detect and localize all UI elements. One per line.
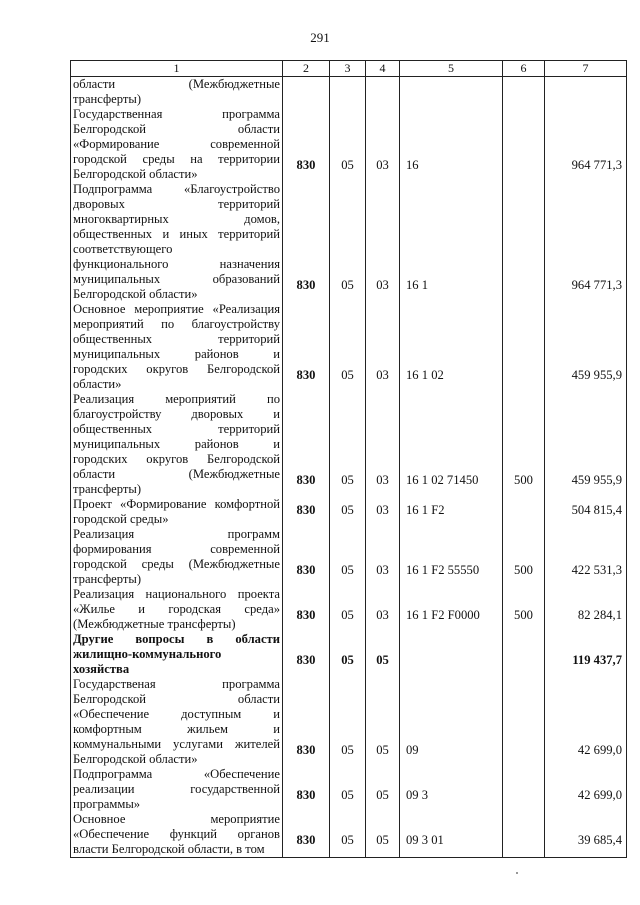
table-row bbox=[71, 677, 627, 767]
amount-cell: 42 699,0 bbox=[545, 767, 627, 812]
target-article-cell: 16 bbox=[400, 107, 503, 182]
column-header-6: 6 bbox=[503, 61, 545, 77]
row-name-cell bbox=[71, 182, 283, 302]
admin-code-cell: 830 bbox=[283, 767, 330, 812]
column-header-7: 7 bbox=[545, 61, 627, 77]
table-row bbox=[71, 812, 627, 858]
subsection-code-cell: 03 bbox=[366, 107, 400, 182]
expense-type-cell bbox=[503, 77, 545, 108]
subsection-code-cell: 05 bbox=[366, 767, 400, 812]
section-code-cell: 05 bbox=[330, 182, 366, 302]
row-name-line: «Обеспечение функций органов bbox=[73, 827, 280, 841]
table-row bbox=[71, 527, 627, 587]
table-body bbox=[71, 77, 627, 858]
subsection-code-cell: 05 bbox=[366, 632, 400, 677]
target-article-cell: 09 3 01 bbox=[400, 812, 503, 858]
row-name-line: соответствующего bbox=[73, 242, 173, 256]
row-name-line: коммунальными услугами жителей bbox=[73, 737, 280, 751]
amount-cell bbox=[545, 77, 627, 108]
row-name-line: муниципальных образований bbox=[73, 272, 280, 286]
subsection-code-cell: 05 bbox=[366, 677, 400, 767]
admin-code-cell: 830 bbox=[283, 497, 330, 527]
target-article-cell: 16 1 F2 F0000 bbox=[400, 587, 503, 632]
amount-cell: 39 685,4 bbox=[545, 812, 627, 858]
amount-cell: 964 771,3 bbox=[545, 182, 627, 302]
amount-cell: 964 771,3 bbox=[545, 107, 627, 182]
row-name-line: благоустройству дворовых и bbox=[73, 407, 280, 421]
expense-type-cell bbox=[503, 632, 545, 677]
section-code-cell: 05 bbox=[330, 392, 366, 497]
row-name-line: формирования современной bbox=[73, 542, 280, 556]
section-code-cell: 05 bbox=[330, 302, 366, 392]
table-header-row bbox=[71, 61, 627, 77]
row-name-line: Реализация национального проекта bbox=[73, 587, 280, 601]
row-name-line: хозяйства bbox=[73, 662, 130, 676]
section-code-cell: 05 bbox=[330, 767, 366, 812]
admin-code-cell bbox=[283, 77, 330, 108]
row-name-cell bbox=[71, 302, 283, 392]
admin-code-cell: 830 bbox=[283, 677, 330, 767]
row-name-line: Основное мероприятие bbox=[73, 812, 280, 826]
row-name-line: (Межбюджетные трансферты) bbox=[73, 617, 236, 631]
amount-cell: 42 699,0 bbox=[545, 677, 627, 767]
expense-type-cell bbox=[503, 302, 545, 392]
section-code-cell: 05 bbox=[330, 812, 366, 858]
target-article-cell: 09 3 bbox=[400, 767, 503, 812]
row-name-line: комфортным жильем и bbox=[73, 722, 280, 736]
row-name-line: муниципальных районов и bbox=[73, 347, 280, 361]
target-article-cell: 16 1 02 bbox=[400, 302, 503, 392]
row-name-cell bbox=[71, 527, 283, 587]
row-name-line: программы» bbox=[73, 797, 141, 811]
row-name-line: Белгородской области» bbox=[73, 752, 198, 766]
subsection-code-cell bbox=[366, 77, 400, 108]
row-name-line: дворовых территорий bbox=[73, 197, 280, 211]
section-code-cell: 05 bbox=[330, 527, 366, 587]
row-name-cell bbox=[71, 107, 283, 182]
table-row bbox=[71, 632, 627, 677]
admin-code-cell: 830 bbox=[283, 812, 330, 858]
expense-type-cell bbox=[503, 182, 545, 302]
expense-type-cell bbox=[503, 812, 545, 858]
expense-type-cell bbox=[503, 497, 545, 527]
table-row bbox=[71, 767, 627, 812]
subsection-code-cell: 03 bbox=[366, 182, 400, 302]
row-name-line: функционального назначения bbox=[73, 257, 280, 271]
section-code-cell: 05 bbox=[330, 587, 366, 632]
subsection-code-cell: 03 bbox=[366, 587, 400, 632]
expense-type-cell: 500 bbox=[503, 392, 545, 497]
row-name-line: Реализация мероприятий по bbox=[73, 392, 280, 406]
table-row bbox=[71, 587, 627, 632]
admin-code-cell: 830 bbox=[283, 302, 330, 392]
row-name-line: реализации государственной bbox=[73, 782, 280, 796]
row-name-line: Белгородской области bbox=[73, 692, 280, 706]
subsection-code-cell: 03 bbox=[366, 527, 400, 587]
table-row bbox=[71, 77, 627, 108]
budget-table bbox=[70, 60, 627, 858]
row-name-line: муниципальных районов и bbox=[73, 437, 280, 451]
table-row bbox=[71, 392, 627, 497]
row-name-line: Подпрограмма «Благоустройство bbox=[73, 182, 280, 196]
column-header-2: 2 bbox=[283, 61, 330, 77]
row-name-line: городской среды на территории bbox=[73, 152, 280, 166]
scan-speck bbox=[516, 872, 518, 874]
expense-type-cell bbox=[503, 677, 545, 767]
row-name-cell bbox=[71, 587, 283, 632]
row-name-line: Основное мероприятие «Реализация bbox=[73, 302, 280, 316]
row-name-cell bbox=[71, 767, 283, 812]
target-article-cell bbox=[400, 77, 503, 108]
subsection-code-cell: 03 bbox=[366, 392, 400, 497]
row-name-cell bbox=[71, 497, 283, 527]
row-name-line: «Формирование современной bbox=[73, 137, 280, 151]
row-name-line: общественных территорий bbox=[73, 422, 280, 436]
column-header-3: 3 bbox=[330, 61, 366, 77]
row-name-line: трансферты) bbox=[73, 92, 142, 106]
row-name-line: многоквартирных домов, bbox=[73, 212, 280, 226]
row-name-line: Подпрограмма «Обеспечение bbox=[73, 767, 280, 781]
row-name-cell bbox=[71, 77, 283, 108]
row-name-line: Белгородской области bbox=[73, 122, 280, 136]
subsection-code-cell: 03 bbox=[366, 497, 400, 527]
row-name-cell bbox=[71, 812, 283, 858]
row-name-line: области» bbox=[73, 377, 122, 391]
row-name-line: Проект «Формирование комфортной bbox=[73, 497, 280, 511]
amount-cell: 119 437,7 bbox=[545, 632, 627, 677]
section-code-cell: 05 bbox=[330, 497, 366, 527]
amount-cell: 459 955,9 bbox=[545, 392, 627, 497]
section-code-cell: 05 bbox=[330, 677, 366, 767]
subsection-code-cell: 03 bbox=[366, 302, 400, 392]
row-name-line: общественных и иных территорий bbox=[73, 227, 280, 241]
row-name-line: Белгородской области» bbox=[73, 287, 198, 301]
table-row bbox=[71, 302, 627, 392]
row-name-cell bbox=[71, 392, 283, 497]
admin-code-cell: 830 bbox=[283, 182, 330, 302]
section-code-cell bbox=[330, 77, 366, 108]
table-row bbox=[71, 107, 627, 182]
column-header-4: 4 bbox=[366, 61, 400, 77]
expense-type-cell: 500 bbox=[503, 527, 545, 587]
row-name-line: Реализация программ bbox=[73, 527, 280, 541]
amount-cell: 82 284,1 bbox=[545, 587, 627, 632]
row-name-line: трансферты) bbox=[73, 482, 142, 496]
target-article-cell: 09 bbox=[400, 677, 503, 767]
row-name-line: области (Межбюджетные bbox=[73, 467, 280, 481]
row-name-line: Другие вопросы в области bbox=[73, 632, 280, 646]
row-name-line: городских округов Белгородской bbox=[73, 362, 280, 376]
admin-code-cell: 830 bbox=[283, 587, 330, 632]
amount-cell: 422 531,3 bbox=[545, 527, 627, 587]
target-article-cell: 16 1 bbox=[400, 182, 503, 302]
row-name-line: общественных территорий bbox=[73, 332, 280, 346]
row-name-line: области (Межбюджетные bbox=[73, 77, 280, 91]
row-name-line: мероприятий по благоустройству bbox=[73, 317, 280, 331]
row-name-cell bbox=[71, 632, 283, 677]
row-name-line: «Жилье и городская среда» bbox=[73, 602, 280, 616]
admin-code-cell: 830 bbox=[283, 632, 330, 677]
section-code-cell: 05 bbox=[330, 107, 366, 182]
row-name-line: Белгородской области» bbox=[73, 167, 198, 181]
admin-code-cell: 830 bbox=[283, 527, 330, 587]
amount-cell: 504 815,4 bbox=[545, 497, 627, 527]
subsection-code-cell: 05 bbox=[366, 812, 400, 858]
amount-cell: 459 955,9 bbox=[545, 302, 627, 392]
row-name-line: «Обеспечение доступным и bbox=[73, 707, 280, 721]
target-article-cell: 16 1 F2 bbox=[400, 497, 503, 527]
admin-code-cell: 830 bbox=[283, 107, 330, 182]
table-row bbox=[71, 497, 627, 527]
expense-type-cell: 500 bbox=[503, 587, 545, 632]
expense-type-cell bbox=[503, 107, 545, 182]
row-name-line: власти Белгородской области, в том bbox=[73, 842, 265, 856]
column-header-1: 1 bbox=[71, 61, 283, 77]
row-name-line: жилищно-коммунального bbox=[73, 647, 222, 661]
target-article-cell: 16 1 02 71450 bbox=[400, 392, 503, 497]
row-name-cell bbox=[71, 677, 283, 767]
row-name-line: трансферты) bbox=[73, 572, 142, 586]
row-name-line: Государственая программа bbox=[73, 677, 280, 691]
column-header-5: 5 bbox=[400, 61, 503, 77]
row-name-line: городской среды (Межбюджетные bbox=[73, 557, 280, 571]
row-name-line: городской среды» bbox=[73, 512, 169, 526]
section-code-cell: 05 bbox=[330, 632, 366, 677]
table-row bbox=[71, 182, 627, 302]
admin-code-cell: 830 bbox=[283, 392, 330, 497]
target-article-cell bbox=[400, 632, 503, 677]
expense-type-cell bbox=[503, 767, 545, 812]
target-article-cell: 16 1 F2 55550 bbox=[400, 527, 503, 587]
row-name-line: городских округов Белгородской bbox=[73, 452, 280, 466]
row-name-line: Государственная программа bbox=[73, 107, 280, 121]
page-number: 291 bbox=[310, 30, 330, 45]
